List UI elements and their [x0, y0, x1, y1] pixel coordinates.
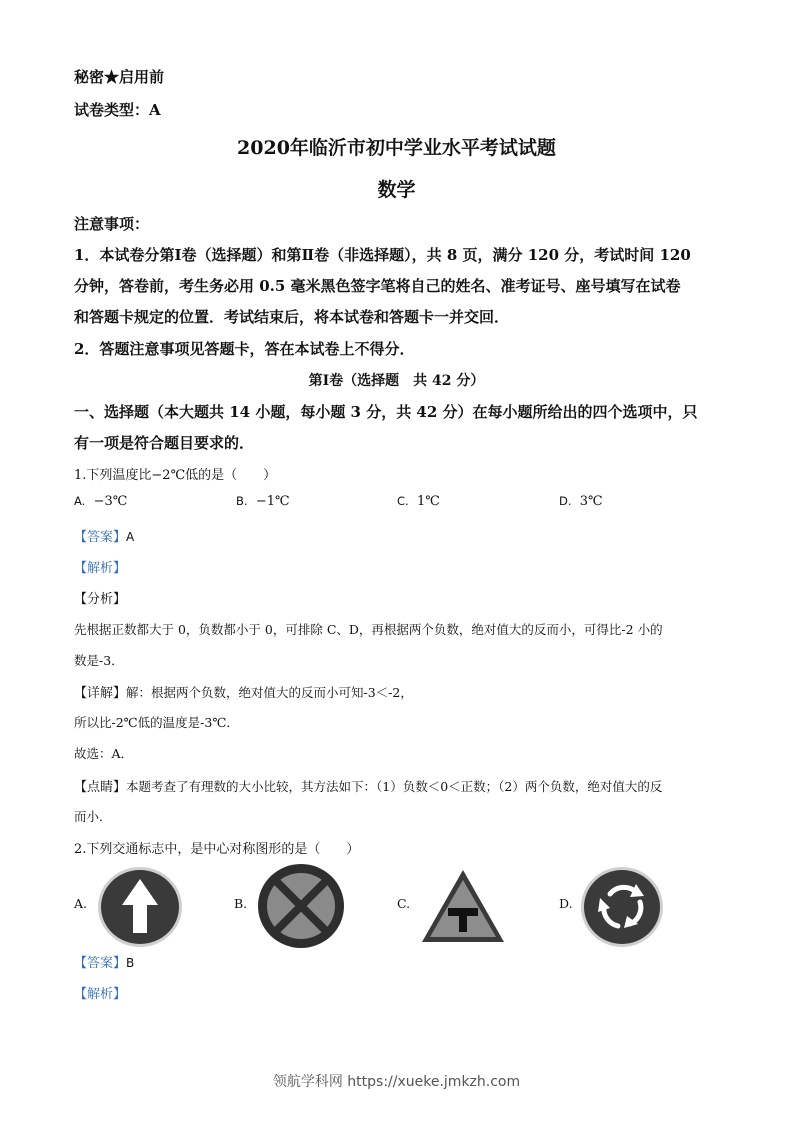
option-letter: D. [559, 494, 572, 508]
q2-stem: 2.下列交通标志中，是中心对称图形的是（ ） [74, 842, 360, 857]
option-letter: B. [236, 494, 248, 508]
q2-option-a-letter: A. [74, 896, 88, 911]
subject-title: 数学 [377, 179, 416, 201]
q1-option-a [74, 494, 127, 509]
option-text: 3℃ [579, 494, 603, 509]
q1-stem: 1.下列温度比−2℃低的是（ ） [74, 468, 277, 483]
q2-option-c-letter: C. [397, 896, 411, 911]
q1-option-b [236, 494, 290, 509]
dianjing-tag: 【点睛】 [74, 780, 127, 795]
q1-option-d [559, 494, 603, 509]
option-letter: C. [397, 494, 409, 508]
up-arrow-sign-icon [96, 865, 184, 949]
q1-xiangjie-line2: 所以比-2℃低的温度是-3℃． [74, 715, 239, 730]
section1-intro-line2: 有一项是符合题目要求的． [74, 434, 255, 452]
q2-analysis-tag: 【解析】 [74, 987, 127, 1002]
q2-answer-line [74, 952, 134, 971]
q1-fenxi-line2: 数是-3． [74, 653, 124, 668]
q1-dianjing-line1 [74, 776, 662, 795]
dianjing-text: 本题考查了有理数的大小比较，其方法如下：（1）负数＜0＜正数；（2）两个负数，绝对值大的反 [126, 779, 663, 794]
roundabout-sign-icon [580, 866, 664, 948]
t-junction-warning-sign-icon [420, 868, 506, 944]
notice-item1-line2: 分钟，答卷前，考生务必用 0.5 毫米黑色签字笔将自己的姓名、准考证号、座号填写在试卷 [74, 277, 681, 295]
no-stopping-sign-icon [257, 863, 345, 949]
q1-xiangjie-line3: 故选：A． [74, 746, 134, 761]
q1-dianjing-line2: 而小． [74, 809, 112, 824]
answer-tag: 【答案】 [74, 956, 127, 971]
q2-option-d-letter: D. [559, 896, 573, 911]
option-text: −3℃ [93, 494, 128, 509]
secret-label: 秘密★启用前 [74, 68, 165, 86]
answer-value: B [126, 956, 135, 970]
option-text: 1℃ [416, 494, 440, 509]
notice-heading: 注意事项： [74, 215, 150, 233]
paper-type-label: 试卷类型：A [74, 101, 161, 119]
xiangjie-tag: 【详解】 [74, 686, 127, 701]
notice-item2: 2．答题注意事项见答题卡，答在本试卷上不得分． [74, 340, 415, 358]
section1-intro-line1: 一、选择题（本大题共 14 小题，每小题 3 分，共 42 分）在每小题所给出的四个选项中，只 [74, 403, 698, 421]
q1-option-c [397, 494, 440, 509]
notice-item1-line3: 和答题卡规定的位置．考试结束后，将本试卷和答题卡一并交回． [74, 308, 510, 326]
q1-analysis-tag: 【解析】 [74, 561, 127, 576]
page-title: 2020年临沂市初中学业水平考试试题 [237, 137, 556, 159]
option-letter: A. [74, 494, 86, 508]
option-text: −1℃ [255, 494, 290, 509]
q2-option-b-letter: B. [234, 896, 248, 911]
footer-watermark: 领航学科网 https://xueke.jmkzh.com [272, 1074, 521, 1090]
notice-item1-line1: 1．本试卷分第Ⅰ卷（选择题）和第Ⅱ卷（非选择题），共 8 页，满分 120 分，考试时间 120 [74, 246, 691, 264]
q1-answer-line [74, 526, 134, 545]
answer-tag: 【答案】 [74, 530, 127, 545]
xiangjie-text: 解：根据两个负数，绝对值大的反而小可知-3＜-2， [126, 685, 413, 700]
section1-title: 第Ⅰ卷（选择题 共 42 分） [308, 373, 485, 389]
q1-xiangjie-line1 [74, 682, 413, 701]
q1-fenxi-tag: 【分析】 [74, 592, 127, 607]
q1-fenxi-line1: 先根据正数都大于 0，负数都小于 0，可排除 C、D，再根据两个负数，绝对值大的反而小，可得比-2 小的 [74, 622, 663, 637]
answer-value: A [126, 530, 135, 544]
